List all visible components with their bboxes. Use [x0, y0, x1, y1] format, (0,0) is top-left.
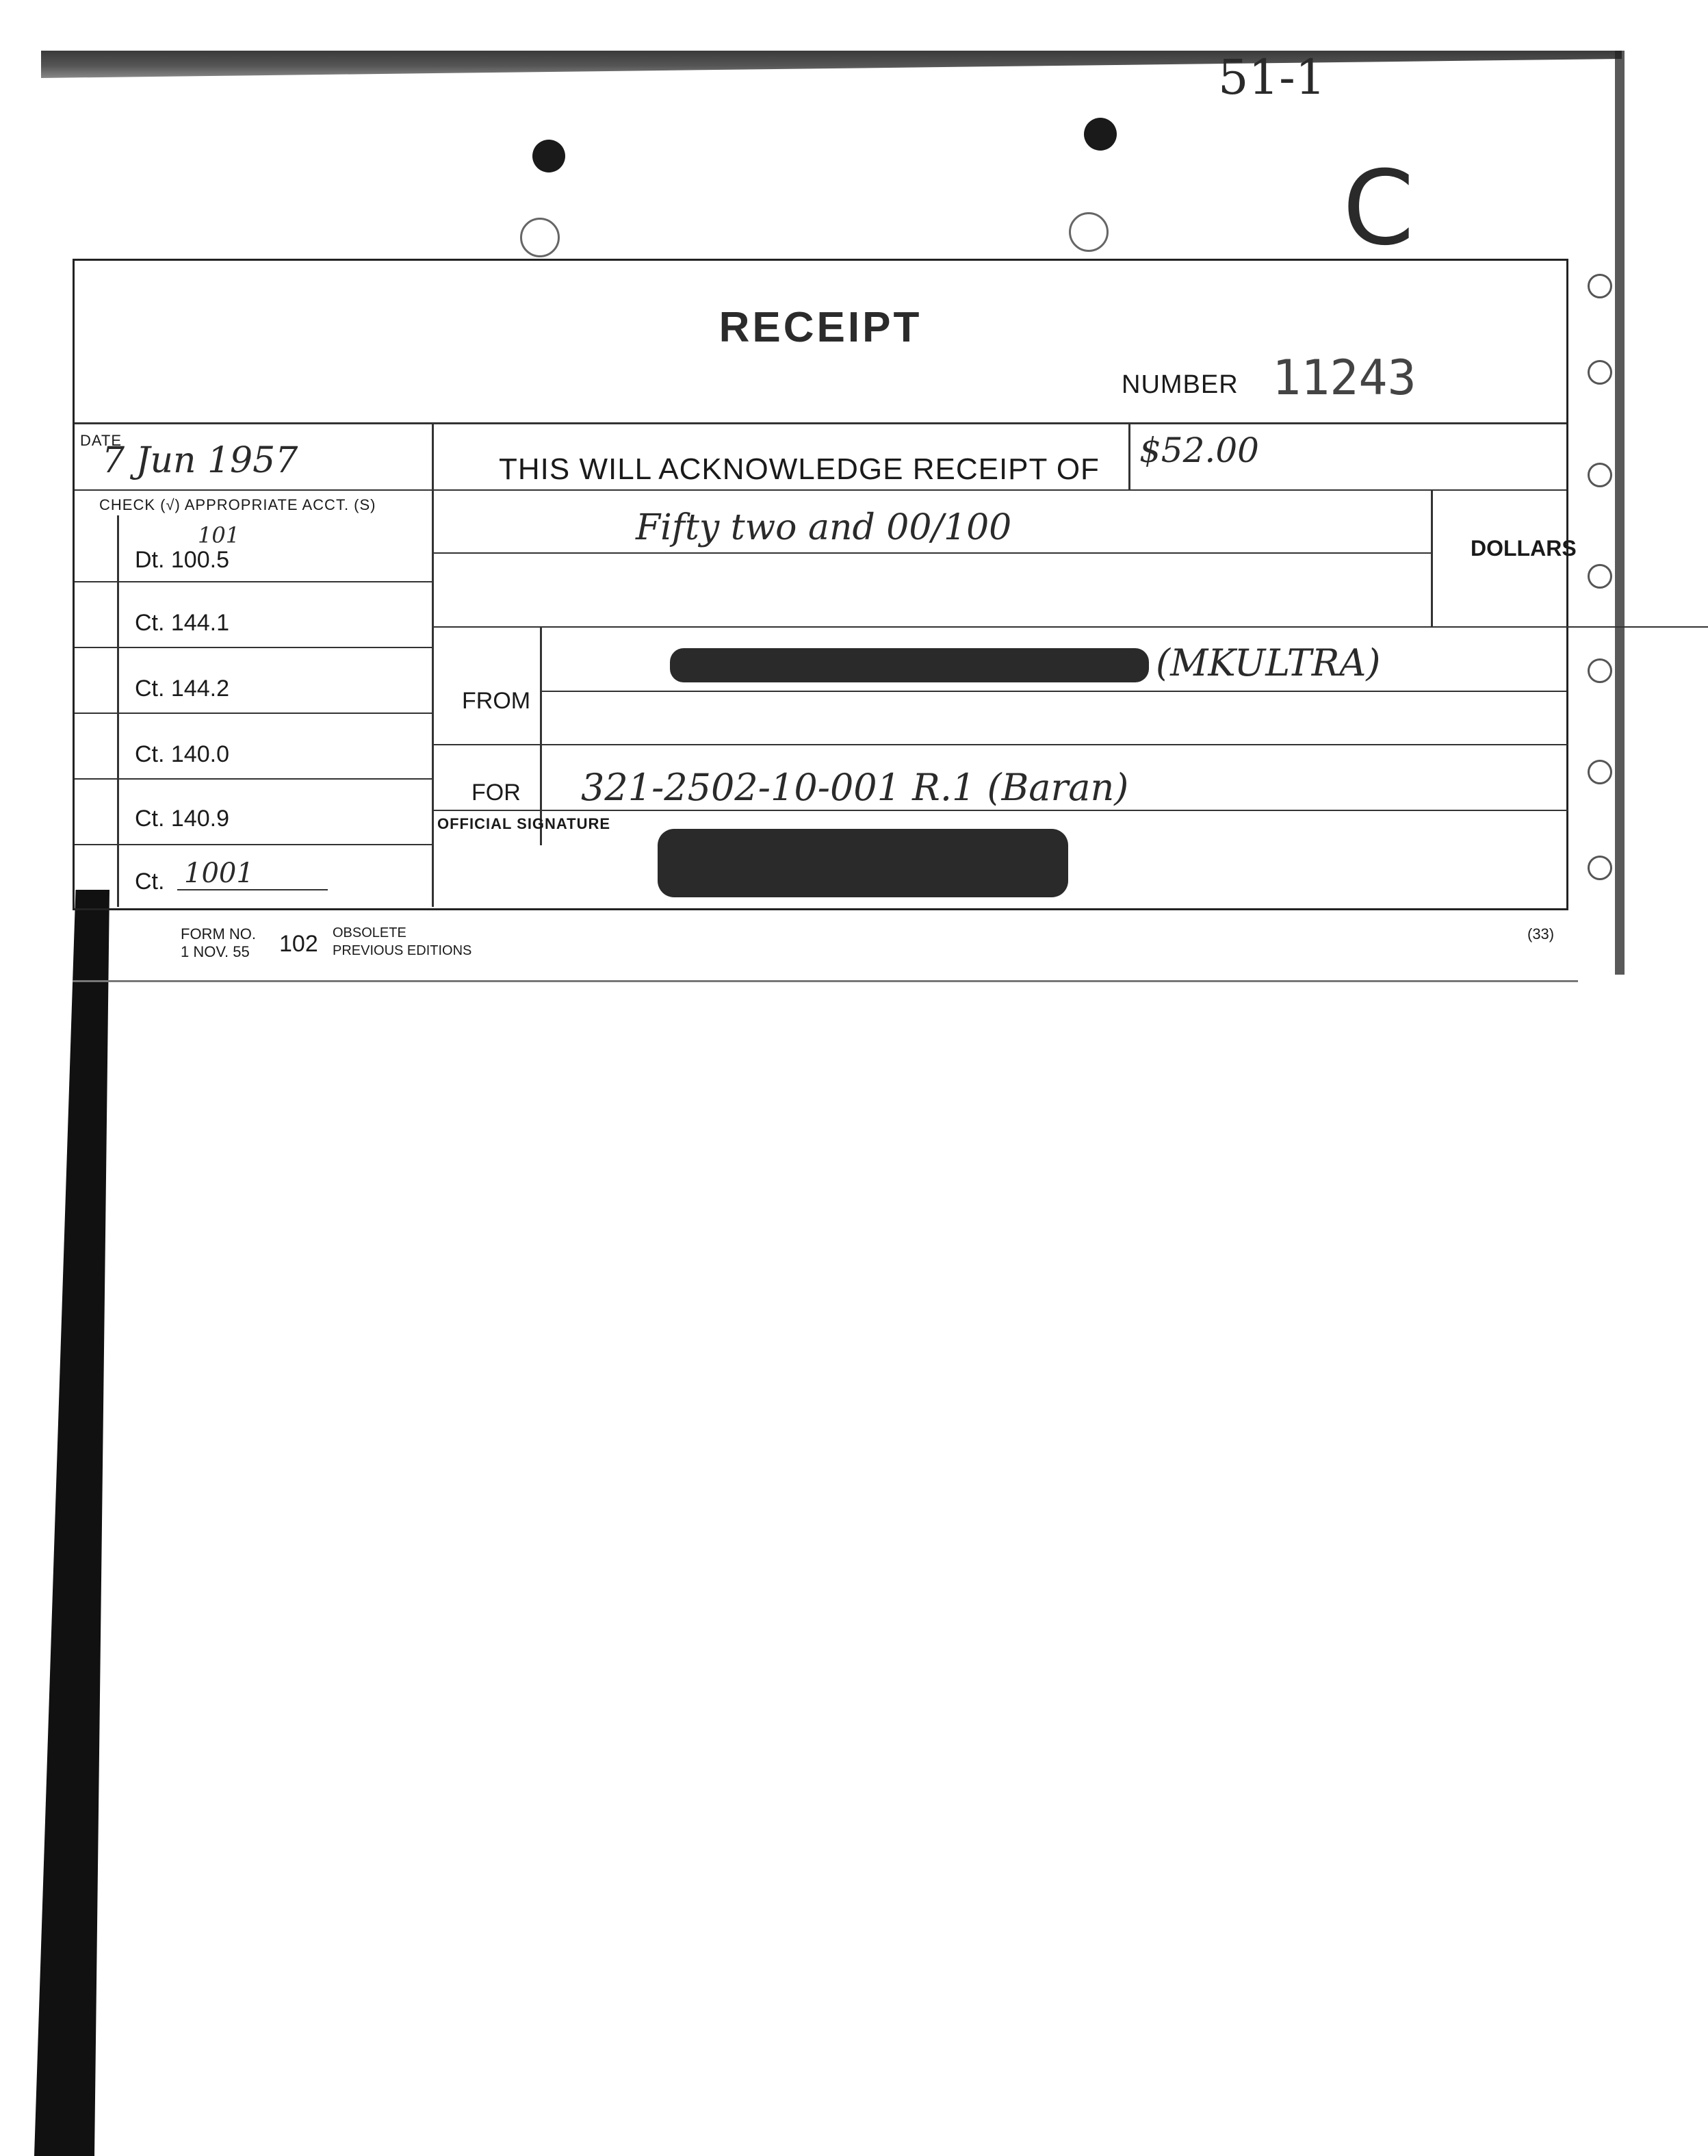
column-divider — [432, 422, 434, 907]
for-value: 321-2502-10-001 R.1 (Baran) — [581, 766, 1129, 809]
form-no-text: FORM NO. — [181, 925, 256, 942]
margin-hole — [1588, 463, 1612, 487]
from-label: FROM — [462, 688, 531, 714]
amount-value: $52.00 — [1139, 431, 1259, 470]
amount-divider — [1128, 422, 1130, 491]
account-rule — [75, 581, 432, 582]
account-ct-other: Ct. — [135, 869, 165, 895]
dt-handwritten-mark: 101 — [198, 522, 240, 548]
for-label: FOR — [471, 780, 521, 806]
punch-hole-open — [1069, 212, 1109, 252]
words-rule — [432, 552, 1431, 554]
redaction-from — [670, 648, 1149, 682]
punch-hole-open — [520, 218, 560, 257]
account-ct-144-2: Ct. 144.2 — [135, 676, 229, 702]
from-line — [540, 691, 1566, 692]
dollars-label: DOLLARS — [1471, 536, 1577, 561]
form-number: 102 — [279, 931, 318, 957]
page-rule — [73, 980, 1578, 982]
page-number: 51-1 — [1218, 49, 1326, 105]
receipt-number: 11243 — [1272, 350, 1416, 406]
acknowledge-text: THIS WILL ACKNOWLEDGE RECEIPT OF — [499, 452, 1100, 486]
footer-code: (33) — [1527, 925, 1555, 942]
from-top-rule — [432, 626, 1708, 628]
account-rule — [75, 647, 432, 648]
scan-top-strip — [41, 51, 1622, 78]
account-dt-100-5: Dt. 100.5 — [135, 547, 229, 573]
receipt-form — [73, 259, 1577, 910]
form-no-label — [181, 925, 256, 961]
obsolete-text: OBSOLETE — [333, 925, 406, 940]
from-value: (MKULTRA) — [1156, 641, 1381, 684]
margin-hole — [1588, 760, 1612, 784]
margin-hole — [1588, 564, 1612, 589]
obsolete-block — [333, 924, 471, 960]
margin-hole — [1588, 658, 1612, 683]
margin-hole — [1588, 856, 1612, 880]
previous-editions-text: PREVIOUS EDITIONS — [333, 943, 472, 958]
ct-other-blank-line — [177, 889, 328, 890]
amount-words: Fifty two and 00/100 — [636, 507, 1012, 548]
account-rule — [75, 844, 432, 845]
margin-hole — [1588, 360, 1612, 385]
date-label: DATE — [80, 432, 122, 449]
scan-right-edge — [1615, 51, 1625, 975]
check-column-divider — [117, 515, 119, 907]
number-label: NUMBER — [1122, 370, 1239, 399]
corner-mark: C — [1343, 149, 1414, 268]
scan-left-edge — [34, 890, 109, 2156]
form-rule — [75, 489, 1566, 491]
signature-label: OFFICIAL SIGNATURE — [437, 815, 611, 832]
check-account-label: CHECK (√) APPROPRIATE ACCT. (S) — [99, 496, 376, 513]
from-for-divider — [540, 626, 542, 845]
signature-top-rule — [432, 810, 1568, 811]
account-rule — [75, 778, 432, 780]
for-top-rule — [432, 744, 1568, 745]
account-ct-140-0: Ct. 140.0 — [135, 741, 229, 767]
form-rule — [75, 422, 1566, 424]
form-date: 1 NOV. 55 — [181, 943, 250, 960]
account-ct-140-9: Ct. 140.9 — [135, 806, 229, 832]
redaction-signature — [658, 829, 1068, 897]
punch-hole-filled — [532, 140, 565, 172]
account-ct-144-1: Ct. 144.1 — [135, 610, 229, 636]
ct-other-handwritten: 1001 — [184, 858, 254, 889]
account-rule — [75, 713, 432, 714]
dollars-divider — [1431, 489, 1433, 626]
punch-hole-filled — [1084, 118, 1117, 151]
receipt-title: RECEIPT — [719, 304, 922, 351]
date-value: 7 Jun 1957 — [102, 440, 298, 481]
margin-hole — [1588, 274, 1612, 298]
